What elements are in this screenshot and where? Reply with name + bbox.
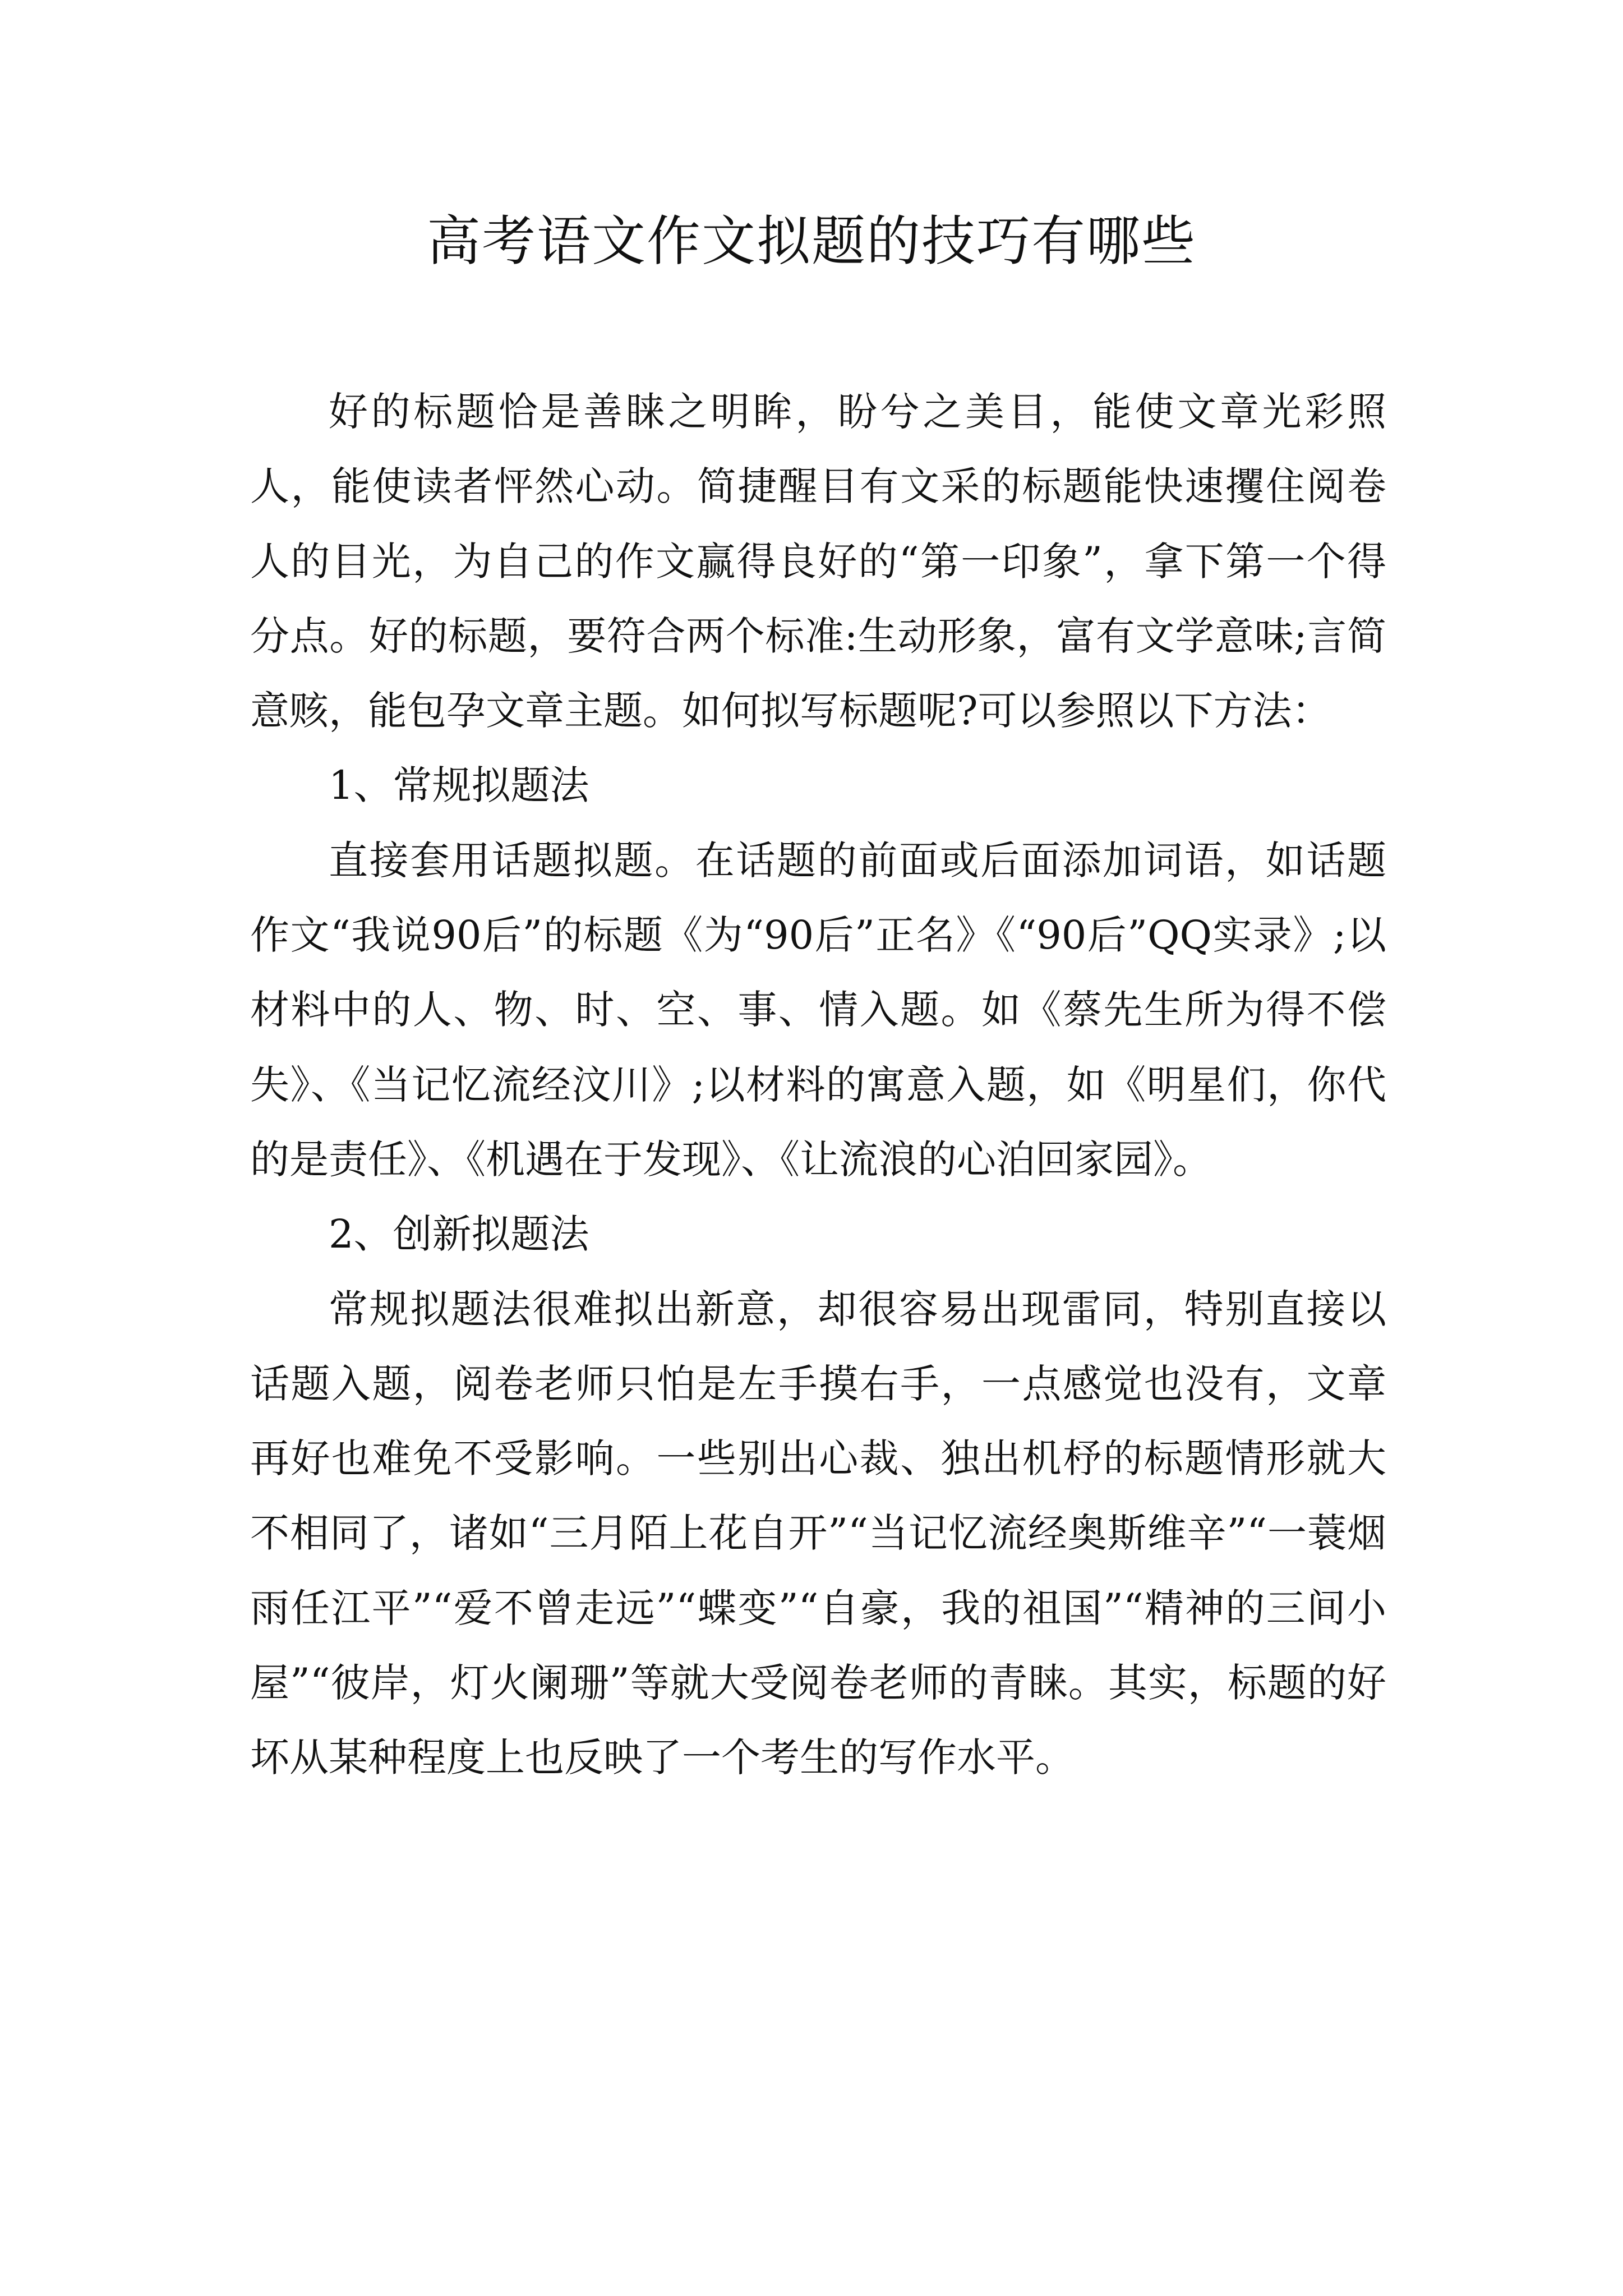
document-title: 高考语文作文拟题的技巧有哪些 — [427, 210, 1196, 273]
document-body — [250, 375, 1386, 1796]
section-heading-2: 2、创新拟题法 — [329, 1211, 589, 1258]
section-body-2: 常规拟题法很难拟出新意，却很容易出现雷同，特别直接以话题入题，阅卷老师只怕是左手摸右手，一点感觉也没有，文章再好也难免不受影响。一些别出心裁、独出机杼的标题情形就大不相同了，诸如“三月陌上花自开”“当记忆流经奥斯维辛”“一蓑烟雨任江平”“爱不曾走远”“蝶变”“自豪，我的祖国”“精神的三间小屋”“彼岸，灯火阑珊”等就大受阅卷老师的青睐。其实，标题的好坏从某种程度上也反映了一个考生的写作水平。 — [250, 1286, 1386, 1781]
section-heading-1: 1、常规拟题法 — [329, 762, 589, 809]
intro-paragraph: 好的标题恰是善睐之明眸，盼兮之美目，能使文章光彩照人，能使读者怦然心动。简捷醒目有文采的标题能快速攫住阅卷人的目光，为自己的作文赢得良好的“第一印象”，拿下第一个得分点。好的标题，要符合两个标准:生动形象，富有文学意味;言简意赅，能包孕文章主题。如何拟写标题呢?可以参照以下方法： — [250, 389, 1386, 734]
section-body-1: 直接套用话题拟题。在话题的前面或后面添加词语，如话题作文“我说90后”的标题《为“90后”正名》《“90后”QQ实录》;以材料中的人、物、时、空、事、情入题。如《蔡先生所为得不偿失》、《当记忆流经汶川》;以材料的寓意入题，如《明星们，你代的是责任》、《机遇在于发现》、《让流浪的心泊回家园》。 — [250, 837, 1386, 1182]
